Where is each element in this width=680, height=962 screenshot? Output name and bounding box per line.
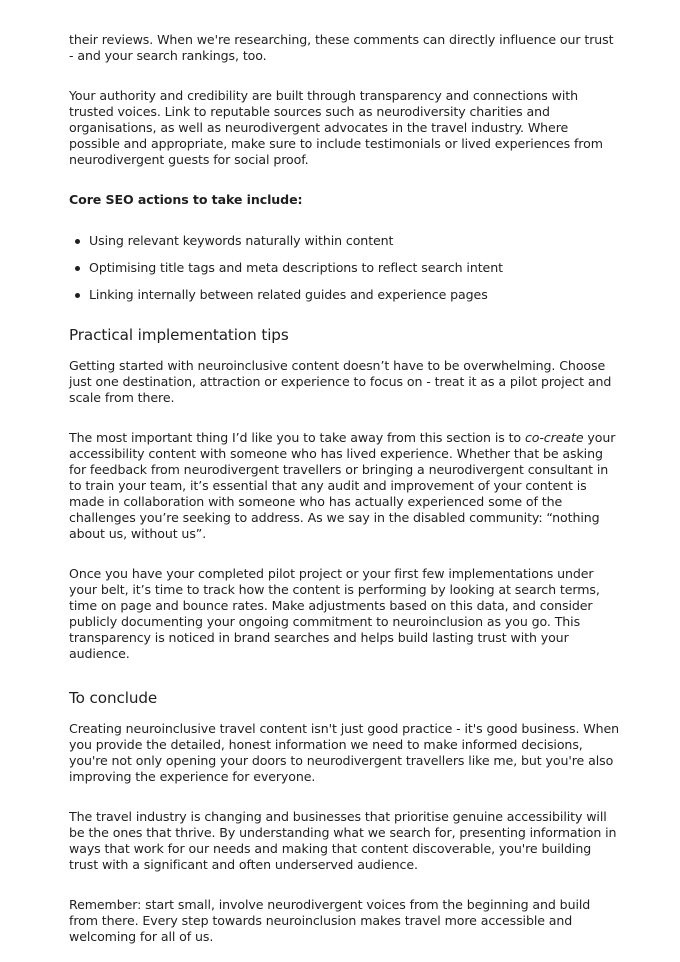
heading-practical-tips: Practical implementation tips [69, 326, 289, 344]
list-item-text: Using relevant keywords naturally within content [89, 233, 394, 248]
paragraph-industry-changing: The travel industry is changing and businesses that prioritise genuine accessibility will be the ones that thrive. By understanding what we search for, presenting information in ways that work for our needs and making that content discoverable, you're building trust with a significant and often underserved audience. [69, 809, 617, 872]
list-item-text: Optimising title tags and meta descriptions to reflect search intent [89, 260, 503, 275]
core-seo-label: Core SEO actions to take include: [69, 192, 303, 207]
co-create-emphasis: co-create [524, 430, 584, 445]
bullet-icon [75, 239, 80, 244]
co-create-text-start: The most important thing I’d like you to take away from this section is to [69, 430, 525, 445]
list-item [69, 233, 620, 249]
paragraph-tracking: Once you have your completed pilot project or your first few implementations under your belt, it’s time to track how the content is performing by looking at search terms, time on page and bounce rates. Make adjustments based on this data, and consider publicly documenting your ongoing commitment to neuroinclusion as you go. This transparency is noticed in brand searches and helps build lasting trust with your audience. [69, 566, 600, 661]
paragraph-remember: Remember: start small, involve neurodivergent voices from the beginning and build from there. Every step towards neuroinclusion makes travel more accessible and welcoming for all of us. [69, 897, 591, 944]
co-create-text-end: your accessibility content with someone who has lived experience. Whether that be asking for feedback from neurodivergent travellers or bringing a neurodivergent consultant in to train your team, it’s essential that any audit and improvement of your content is made in collaboration with someone who has actually experienced some of the challenges you’re seeking to address. As we say in the disabled community: “nothing about us, without us”. [69, 430, 616, 541]
paragraph-reviews: their reviews. When we're researching, these comments can directly influence our trust - and your search rankings, too. [69, 32, 614, 63]
paragraph-co-create [69, 430, 620, 542]
paragraph-good-business: Creating neuroinclusive travel content isn't just good practice - it's good business. When you provide the detailed, honest information we need to make informed decisions, you're not only opening your doors to neurodivergent travellers like me, but you're also improving the experience for everyone. [69, 721, 620, 784]
bullet-icon [75, 293, 80, 298]
list-item [69, 260, 620, 276]
bullet-icon [75, 266, 80, 271]
heading-conclude: To conclude [69, 689, 158, 707]
list-item [69, 287, 620, 303]
paragraph-getting-started: Getting started with neuroinclusive content doesn’t have to be overwhelming. Choose just one destination, attraction or experience to focus on - treat it as a pilot project and scale from there. [69, 358, 612, 405]
paragraph-authority: Your authority and credibility are built through transparency and connections with trusted voices. Link to reputable sources such as neurodiversity charities and organisations, as well as neurodivergent advocates in the travel industry. Where possible and appropriate, make sure to include testimonials or lived experiences from neurodivergent guests for social proof. [69, 88, 603, 167]
list-item-text: Linking internally between related guides and experience pages [89, 287, 488, 302]
seo-actions-list [69, 233, 620, 303]
